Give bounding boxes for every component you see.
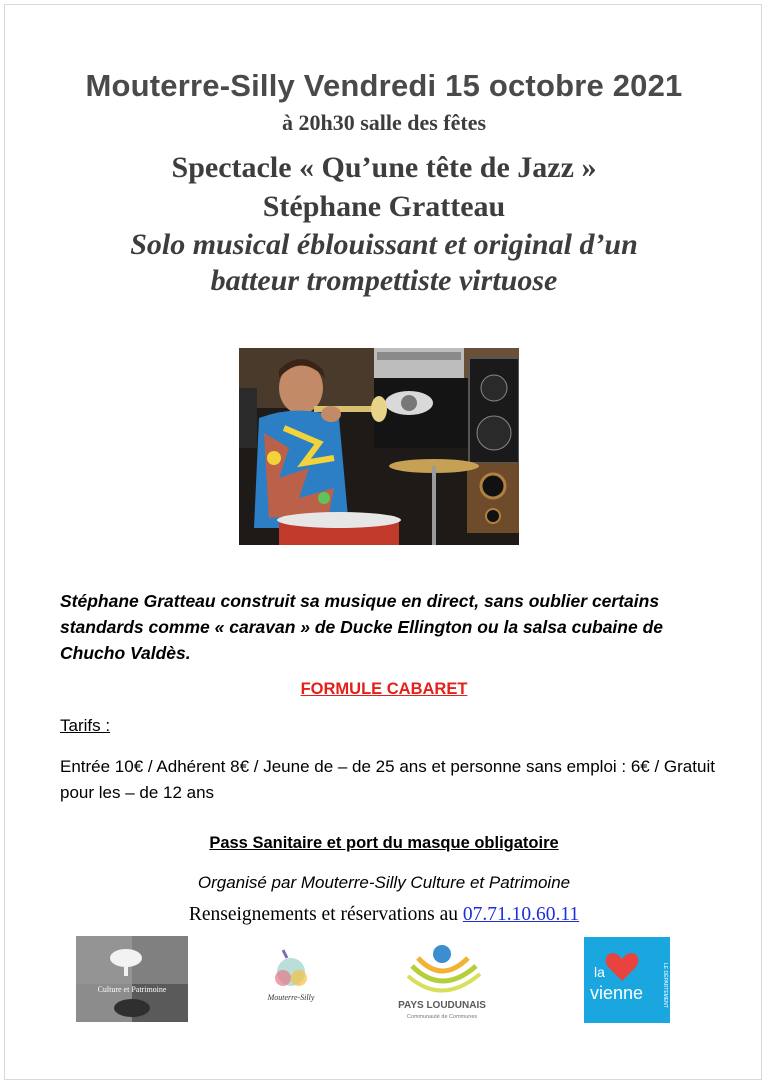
pass-sanitaire: Pass Sanitaire et port du masque obligatoire	[209, 834, 559, 852]
pays-loudunais-logo	[384, 934, 500, 1024]
pays-logo-text: PAYS LOUDUNAIS	[398, 1000, 486, 1011]
event-title: Mouterre-Silly Vendredi 15 octobre 2021	[85, 68, 683, 103]
show-description-line1: Solo musical éblouissant et original d’un	[130, 228, 638, 261]
musician-photo	[239, 348, 519, 545]
formule-cabaret: FORMULE CABARET	[300, 680, 468, 698]
culture-patrimoine-logo	[76, 936, 188, 1022]
tarifs-heading: Tarifs :	[60, 716, 111, 735]
tarifs-text: Entrée 10€ / Adhérent 8€ / Jeune de – de 25 ans et personne sans emploi : 6€ / Gratuit pour les – de 12 ans	[60, 757, 715, 802]
vienne-logo-la: la	[594, 964, 605, 980]
organizer: Organisé par Mouterre-Silly Culture et Patrimoine	[197, 873, 571, 892]
show-title: Spectacle « Qu’une tête de Jazz »	[171, 151, 597, 184]
vienne-logo-dept: LE DÉPARTEMENT	[662, 963, 668, 1008]
phone-link[interactable]: 07.71.10.60.11	[462, 904, 580, 925]
pays-logo-subtext: Communauté de Communes	[406, 1014, 478, 1020]
event-time-venue: à 20h30 salle des fêtes	[281, 110, 487, 135]
culture-logo-text: Culture et Patrimoine	[97, 985, 167, 994]
reservation-prefix: Renseignements et réservations au	[188, 904, 463, 925]
show-description-line2: batteur trompettiste virtuose	[210, 264, 558, 297]
artist-paragraph: Stéphane Gratteau construit sa musique en direct, sans oublier certains standards comme « caravan » de Ducke Ellington ou la salsa cubaine de Chucho Valdès.	[60, 591, 663, 663]
reservation-info	[0, 904, 768, 926]
vienne-logo-text: vienne	[590, 983, 644, 1003]
artist-name: Stéphane Gratteau	[262, 190, 506, 223]
vienne-departement-logo	[584, 937, 670, 1023]
mouterre-silly-logo	[253, 944, 329, 1012]
mouterre-logo-text: Mouterre-Silly	[267, 993, 315, 1002]
